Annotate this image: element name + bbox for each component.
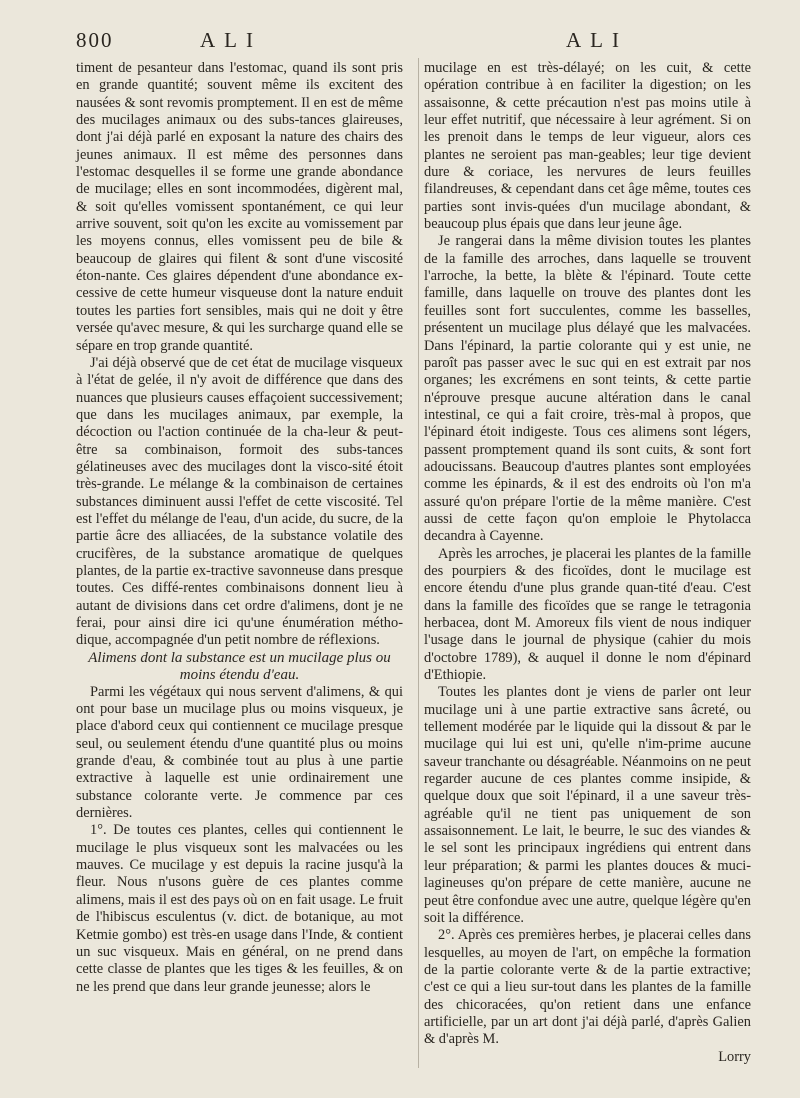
left-column <box>76 60 403 996</box>
column-divider <box>418 58 419 1068</box>
running-head-right: ALI <box>566 28 628 52</box>
section-heading: Alimens dont la substance est un mucilage plus ou moins étendu d'eau. <box>88 649 391 683</box>
paragraph: timent de pesanteur dans l'estomac, quand ils sont pris en grande quantité; souvent même ils excitent des nausées & sont revomis promptement. Il en est de même des mucilages animaux ou des subs-tances glaireuses, dont j'ai déjà parlé en exposant la nature des chairs des jeunes animaux. Il est même des personnes dans l'estomac desquelles il se forme une grande abondance de mucilage; elles en sont incommodées, digèrent mal, & soit qu'elles vomissent spontanément, ce qui leur arrive souvent, soit qu'on les excite au vomissement par les moyens connus, elles vomissent peu de bile & beaucoup de glaires qui filent & sont d'une viscosité éton-nante. Ces glaires dépendent d'une abondance ex-cessive de cette humeur visqueuse dont la nature enduit toutes les parties fort sensibles, mais qui ne doit y être versée qu'avec mesure, & qui les surcharge quand elle se sépare en trop grande quantité. <box>76 60 403 354</box>
paragraph: Après les arroches, je placerai les plantes de la famille des pourpiers & des ficoïdes, dont le mucilage est encore étendu d'une plus grande quan-tité d'eau. C'est dans la famille des ficoïdes que se range le tetragonia herbacea, dont M. Amoreux fils vient de nous indiquer l'usage dans le journal de physique (cahier du mois d'octobre 1789), & auquel il donne le nom d'épinard d'Ethiopie. <box>424 545 751 684</box>
paragraph: mucilage en est très-délayé; on les cuit, & cette opération contribue à en faciliter la digestion; on les assaisonne, & cette précaution n'est pas moins utile à leur effet nutritif, que nécessaire à leur agrément. Si on les prenoit dans le temps de leur vigueur, alors ces plantes ne seroient pas man-geables; leur tige devient dure & coriace, les nervures de leurs feuilles filandreuses, & cependant dans cet âge même, toutes ces parties sont invis-quées d'un mucilage abondant, & beaucoup plus épais que dans leur jeune âge. <box>424 60 751 233</box>
running-head-left: ALI <box>200 28 262 52</box>
paragraph: 1°. De toutes ces plantes, celles qui contiennent le mucilage le plus visqueux sont les malvacées ou les mauves. Ce mucilage y est depuis la racine jusqu'à la fleur. Nous n'usons guère de ces plantes comme alimens, mais il est des pays où on en fait usage. Le fruit de l'hibiscus esculentus (v. dict. de botanique, au mot Ketmie gombo) est très-en usage dans l'Inde, & contient un suc visqueux. Mais en général, on ne prend dans cette classe de plantes que les tiges & les feuilles, & on ne les prend que dans leur grande jeunesse; alors le <box>76 822 403 995</box>
paragraph: 2°. Après ces premières herbes, je placerai celles dans lesquelles, au moyen de l'art, on empêche la formation de la partie colorante verte & de la partie extractive; c'est ce qui a lieu sur-tout dans les plantes de la famille des chicoracées, qu'on retient dans une enfance artificielle, par un art dont j'ai déjà parlé, d'après Galien & d'après M. <box>424 927 751 1048</box>
page-number: 800 <box>76 28 114 52</box>
paragraph: Parmi les végétaux qui nous servent d'alimens, & qui ont pour base un mucilage plus ou moins visqueux, je place d'abord ceux qui contiennent ce mucilage presque seul, ou seulement étendu d'une quantité plus ou moins grande d'eau, & combinée tout au plus à une partie extractive à laquelle est unie ordinairement une substance colorante verte. Je commence par ces dernières. <box>76 683 403 822</box>
paragraph: J'ai déjà observé que de cet état de mucilage visqueux à l'état de gelée, il n'y avoit de différence que dans des nuances que plusieurs causes effaçoient successivement; que dans les mucilages animaux, par exemple, la décoction ou l'action continuée de la cha-leur & peut-être sa combinaison, formoit des subs-tances gélatineuses avec des mucilages dont la visco-sité étoit très-grande. Le mélange & la combinaison de certaines substances diminuent aussi l'effet de cette viscosité. Tel est l'effet du mélange de l'eau, d'un acide, du sucre, de la partie âcre des alliacées, de la substance volatile des crucifères, de la substance aromatique de quelques plantes, de la partie ex-tractive savonneuse dans presque toutes. Ces diffé-rentes combinaisons donnent lieu à autant de divisions dans cet ordre d'alimens, dont je ne ferai, pour ainsi dire ici qu'une énumération métho-dique, accompagnée d'un petit nombre de réflexions. <box>76 354 403 649</box>
paragraph: Toutes les plantes dont je viens de parler ont leur mucilage uni à une partie extractive sans âcreté, ou tellement modérée par le liquide qui la dissout & par le mucilage qui lui est uni, qu'elle n'im-prime aucune saveur tranchante ou désagréable. Néanmoins on ne peut regarder aucune de ces plantes comme insipide, & quelque doux que soit l'épinard, il a une saveur très-agréable qu'il ne tient pas uniquement de son assaisonnement. Le lait, le beurre, le suc des viandes & le sel sont les principaux ingrédiens qui entrent dans leur préparation; & parmi les plantes douces & muci-lagineuses qu'on prépare de cette manière, aucune ne peut être confondue avec une autre, quelque légère qu'en soit la différence. <box>424 684 751 926</box>
paragraph: Je rangerai dans la même division toutes les plantes de la famille des arroches, dans laquelle se trouvent l'arroche, la bette, la blète & l'épinard. Toute cette famille, dans laquelle on trouve des plantes dont les feuilles sont fort succulentes, comme les basselles, présentent un mucilage plus délayé que les malvacées. Dans l'épinard, la partie colorante qui y est unie, ne paroît pas passer avec le suc qui en est extrait par nos organes; les excrémens en sont teints, & cette partie n'éprouve presque aucune altération dans le canal intestinal, ce qui a fait croire, très-mal à propos, que l'épinard étoit indigeste. Tous ces alimens sont légers, passent promptement quand ils sont cuits, & sont fort adoucissans. Beaucoup d'autres plantes sont employées comme les épinards, & il est des endroits où l'on m'a assuré qu'on prépare l'ortie de la même manière. C'est aussi de cette façon qu'on emploie le Phytolacca decandra à Cayenne. <box>424 233 751 545</box>
catchword: Lorry <box>718 1048 751 1065</box>
right-column <box>424 60 751 1066</box>
